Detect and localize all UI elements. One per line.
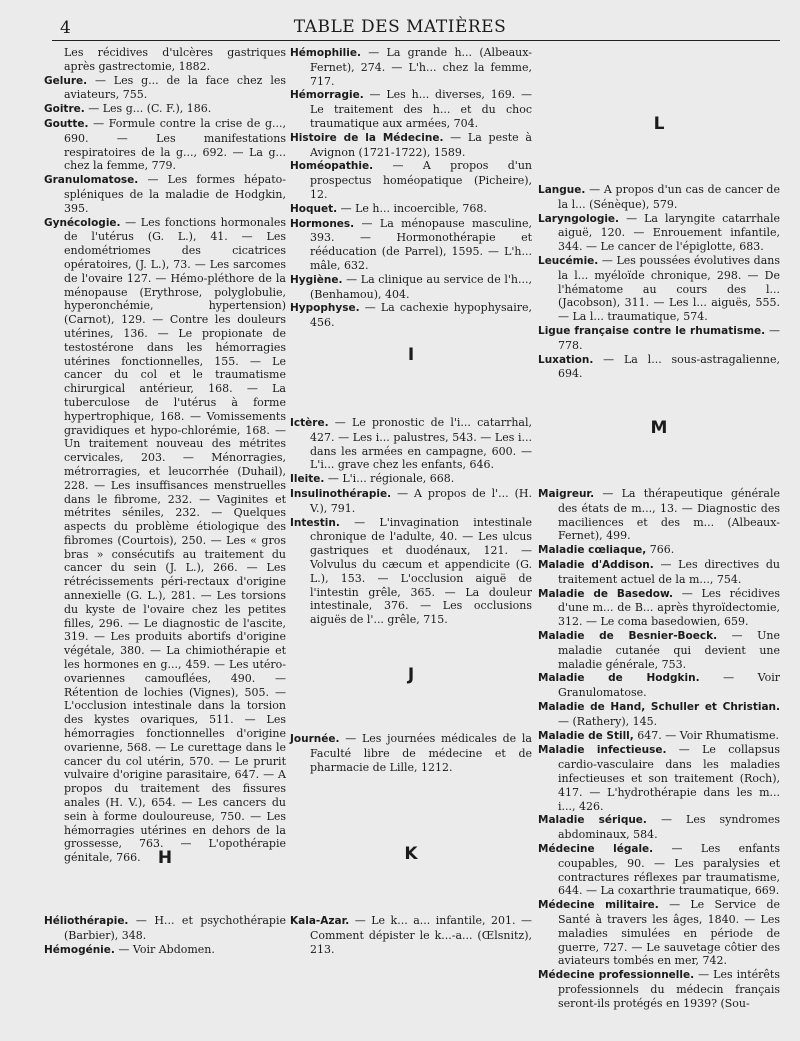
entry-heading: Héliothérapie.	[44, 915, 129, 927]
entry-heading: Histoire de la Médecine.	[290, 131, 444, 144]
index-entry	[538, 587, 780, 629]
entry-text: — La laryngite catarrhale aiguë, 120. — Enrouement infantile, 344. — Le cancer de l'épiglotte, 683.	[558, 211, 780, 254]
index-entry	[538, 898, 780, 968]
index-entry	[538, 629, 780, 671]
entry-text: — Les directives du traitement actuel de la m..., 754.	[558, 557, 780, 586]
entry-text: — Les récidives d'une m... de B... après thyroïdectomie, 312. — Le coma basedowien, 659.	[558, 586, 780, 629]
entry-text: — La ménopause masculine, 393. — Hormonothérapie et rééducation (de Parrel), 1595. — L'h... mâle, 632.	[310, 216, 532, 272]
entry-heading: Hémorragie.	[290, 89, 364, 102]
index-entry	[538, 353, 780, 382]
entry-heading: Gynécologie.	[44, 216, 121, 229]
index-entry	[290, 88, 532, 130]
index-entry	[44, 117, 286, 173]
entry-heading: Kala-Azar.	[290, 915, 350, 927]
entry-heading: Maladie cœliaque,	[538, 544, 647, 557]
index-entry	[290, 516, 532, 627]
index-entry	[44, 173, 286, 215]
entry-text: — Le Service de Santé à travers les âges, 1840. — Les maladies simulées en période de guerre, 727. — Le sauvetage côtier des aviateurs tombés en mer, 742.	[558, 898, 781, 968]
index-entry	[290, 416, 532, 472]
running-title: TABLE DES MATIÈRES	[293, 17, 507, 37]
section-g-list	[44, 46, 286, 865]
section-letter-j: J	[407, 665, 415, 685]
entry-text: — La thérapeutique générale des états de m..., 13. — Diagnostic des maciliences et des m... (Albeaux-Fernet), 499.	[558, 487, 780, 543]
entry-heading: Hypophyse.	[290, 302, 360, 315]
section-k-list	[290, 914, 532, 956]
entry-heading: Maladie d'Addison.	[538, 558, 654, 571]
index-entry	[538, 324, 780, 353]
entry-heading: Journée.	[290, 733, 340, 745]
entry-text: 766.	[646, 543, 675, 557]
entry-heading: Granulomatose.	[44, 174, 139, 187]
index-entry	[44, 943, 286, 958]
entry-heading: Hormones.	[290, 217, 355, 230]
entry-text: — La cachexie hypophysaire, 456.	[310, 301, 532, 330]
section-letter-m: M	[650, 418, 668, 438]
entry-text: — 778.	[558, 323, 780, 352]
index-entry	[538, 254, 780, 324]
entry-heading: Luxation.	[538, 353, 594, 366]
entry-text: — Les journées médicales de la Faculté libre de médecine et de pharmacie de Lille, 1212.	[310, 732, 532, 774]
section-i-list	[290, 416, 532, 627]
entry-text: — Voir Abdomen.	[114, 942, 215, 956]
entry-heading: Maladie de Hodgkin.	[538, 672, 700, 685]
entry-heading: Gelure.	[44, 74, 88, 87]
entry-text: Les récidives d'ulcères gastriques après gastrectomie, 1882.	[64, 46, 286, 73]
index-entry	[290, 914, 532, 956]
index-entry	[290, 46, 532, 88]
index-entry	[538, 700, 780, 729]
index-entry	[290, 732, 532, 774]
entry-text: — Formule contre la crise de g..., 690. — Les manifestations respiratoires de la g..., 692. — La g... chez la femme, 779.	[64, 116, 286, 173]
index-entry	[538, 543, 780, 558]
entry-text: — Le k... a... infantile, 201. — Comment dépister le k...-a... (Œlsnitz), 213.	[310, 914, 532, 956]
entry-text: — Le pronostic de l'i... catarrhal, 427. — Les i... palustres, 543. — Les i... dans les armées en campagne, 600. — L'i... grave chez les enfants, 646.	[310, 416, 532, 472]
section-l-list	[538, 183, 780, 381]
entry-heading: Médecine militaire.	[538, 899, 659, 912]
index-entry	[44, 46, 286, 74]
index-entry	[538, 743, 780, 813]
entry-text: 647. — Voir Rhumatisme.	[633, 728, 780, 742]
entry-text: — Les formes hépato-spléniques de la maladie de Hodgkin, 395.	[64, 173, 286, 215]
entry-text: — H... et psychothérapie (Barbier), 348.	[64, 914, 286, 942]
entry-heading: Maladie de Besnier-Boeck.	[538, 629, 718, 642]
section-letter-i: I	[407, 345, 415, 365]
index-entry	[290, 131, 532, 160]
entry-heading: Médecine professionnelle.	[538, 969, 695, 982]
section-h-list	[290, 46, 532, 330]
index-entry	[538, 671, 780, 700]
entry-heading: Hémogénie.	[44, 943, 115, 956]
entry-heading: Médecine légale.	[538, 842, 654, 855]
index-entry	[44, 914, 286, 943]
index-column-1	[44, 46, 286, 865]
entry-text: — L'i... régionale, 668.	[324, 472, 455, 486]
entry-heading: Maladie de Hand, Schuller et Christian.	[538, 700, 780, 713]
entry-text: — Une maladie cutanée qui devient une maladie générale, 753.	[558, 628, 780, 671]
entry-heading: Intestin.	[290, 516, 340, 529]
entry-heading: Hémophilie.	[290, 47, 361, 59]
entry-text: — Les g... (C. F.), 186.	[84, 102, 212, 116]
entry-text: — Les h... diverses, 169. — Le traitement des h... et du choc traumatique aux armées, 704.	[310, 88, 532, 130]
index-entry	[290, 202, 532, 217]
section-letter-k: K	[404, 844, 418, 864]
entry-text: — La clinique au service de l'h..., (Benhamou), 404.	[310, 272, 532, 301]
entry-heading: Maladie de Still,	[538, 729, 634, 742]
entry-text: — A propos d'un cas de cancer de la l... (Sénèque), 579.	[558, 183, 780, 211]
entry-text: — (Rathery), 145.	[558, 714, 658, 728]
entry-heading: Goutte.	[44, 117, 89, 130]
entry-heading: Ileite.	[290, 473, 325, 486]
entry-heading: Langue.	[538, 184, 586, 196]
entry-text: — Les intérêts professionnels du médecin français seront-ils protégés en 1939? (Sou-	[558, 968, 780, 1010]
entry-heading: Leucémie.	[538, 254, 599, 267]
entry-text: — Les poussées évolutives dans la l... myéloïde chronique, 298. — De l'hématome au cours des l... (Jacobson), 311. — Les l... aiguës, 555. — La l... traumatique, 574.	[558, 253, 780, 324]
page-number: 4	[60, 18, 71, 38]
section-m-list	[538, 487, 780, 1010]
entry-text: — Les g... de la face chez les aviateurs, 755.	[64, 73, 286, 102]
entry-text: — Voir Granulomatose.	[558, 671, 780, 700]
index-entry	[538, 212, 780, 254]
index-column-2	[290, 46, 532, 330]
entry-heading: Homéopathie.	[290, 160, 374, 173]
entry-text: — Les syndromes abdominaux, 584.	[558, 813, 780, 842]
section-h-list-col1	[44, 914, 286, 957]
index-entry	[290, 301, 532, 330]
index-entry	[538, 842, 780, 898]
index-entry	[290, 487, 532, 516]
entry-text: — A propos de l'... (H. V.), 791.	[310, 486, 532, 515]
entry-text: — Les enfants coupables, 90. — Les paralysies et contractures réflexes par traumatisme, 644. — La coxarthrie traumatique, 669.	[558, 841, 780, 898]
index-entry	[538, 729, 780, 744]
entry-heading: Insulinothérapie.	[290, 487, 392, 500]
entry-text: — Le collapsus cardio-vasculaire dans les maladies infectieuses et son traitement (Roch), 417. — L'hydrothérapie dans les m... i..., 426.	[558, 743, 780, 813]
entry-text: — La l... sous-astragalienne, 694.	[558, 352, 780, 381]
entry-heading: Hoquet.	[290, 202, 338, 215]
section-letter-h: H	[157, 848, 173, 868]
index-entry	[538, 968, 780, 1010]
section-j-list	[290, 732, 532, 774]
entry-heading: Laryngologie.	[538, 212, 620, 225]
entry-heading: Maladie sérique.	[538, 814, 647, 827]
entry-text: — Les fonctions hormonales de l'utérus (G. L.), 41. — Les endométriomes des cicatrices opératoires, (J. L.), 73. — Les sarcomes de l'ovaire 127. — Hémo-pléthore de la ménopause (Erythrose, polyglobulie, hyperonchémie, hypertension) (Carnot), 129. — Contre les douleurs utérines, 136. — Le propionate de testostérone dans les hémorragies utérines fonctionnelles, 155. — Le cancer du col et le traumatisme chirurgical antérieur, 168. — La tuberculose de l'utérus à forme hypertrophique, 168. — Vomissements gravidiques et hypo-chlorémie, 168. — Un traitement nouveau des métrites cervicales, 203. — Ménorragies, métrorragies, et leucorrhée (Duhail), 228. — Les insuffisances menstruelles dans le fibrome, 232. — Vaginites et métrites séniles, 232. — Quelques aspects du problème étiologique des fibromes (Courtois), 250. — Les « gros bras » consécutifs au traitement du cancer du sein (J. L.), 266. — Les rétrécissements péri-rectaux d'origine annexielle (G. L.), 281. — Les torsions du kyste de l'ovaire chez les petites filles, 296. — Le diagnostic de l'ascite, 319. — Les produits abortifs d'origine végétale, 380. — La chimiothérapie et les hormones en g..., 459. — Les utéro-ovariennes camouflées, 490. — Rétention de lochies (Vignes), 505. — L'occlusion intestinale dans la torsion des kystes ovariques, 511. — Les hémorragies fonctionnelles d'origine ovarienne, 568. — Le curettage dans le cancer du col utérin, 570. — Le prurit vulvaire d'origine parasitaire, 647. — A propos du traitement des fissures anales (H. V.), 654. — Les cancers du sein à forme douloureuse, 750. — Les hémorragies utérines en dehors de la grossesse, 763. — L'opothérapie génitale, 766.	[64, 215, 286, 865]
entry-heading: Goitre.	[44, 103, 85, 116]
index-entry	[44, 216, 286, 865]
index-entry	[290, 159, 532, 201]
entry-text: — L'invagination intestinale chronique de l'adulte, 40. — Les ulcus gastriques et duodénaux, 121. — Volvulus du cæcum et appendicite (G. L.), 153. — L'occlusion aiguë de l'intestin grêle, 365. — La douleur intestinale, 376. — Les occlusions aiguës de l'... grêle, 715.	[310, 515, 532, 627]
entry-text: — La peste à Avignon (1721-1722), 1589.	[310, 130, 532, 159]
entry-heading: Ligue française contre le rhumatisme.	[538, 324, 766, 337]
entry-text: — A propos d'un prospectus homéopatique (Picheire), 12.	[310, 159, 532, 201]
section-letter-l: L	[653, 114, 665, 134]
index-entry	[44, 102, 286, 117]
index-entry	[290, 472, 532, 487]
index-entry	[538, 487, 780, 543]
entry-heading: Ictère.	[290, 417, 329, 429]
entry-text: — La grande h... (Albeaux-Fernet), 274. — L'h... chez la femme, 717.	[310, 46, 532, 88]
index-entry	[538, 558, 780, 587]
index-entry	[290, 217, 532, 273]
entry-heading: Maladie infectieuse.	[538, 744, 667, 757]
index-entry	[44, 74, 286, 103]
index-entry	[290, 273, 532, 302]
header-rule	[52, 40, 780, 41]
entry-text: — Le h... incoercible, 768.	[337, 201, 487, 215]
entry-heading: Maladie de Basedow.	[538, 587, 674, 600]
index-entry	[538, 183, 780, 212]
entry-heading: Maigreur.	[538, 488, 595, 500]
entry-heading: Hygiène.	[290, 273, 343, 286]
page-header	[0, 0, 800, 40]
index-entry	[538, 813, 780, 842]
